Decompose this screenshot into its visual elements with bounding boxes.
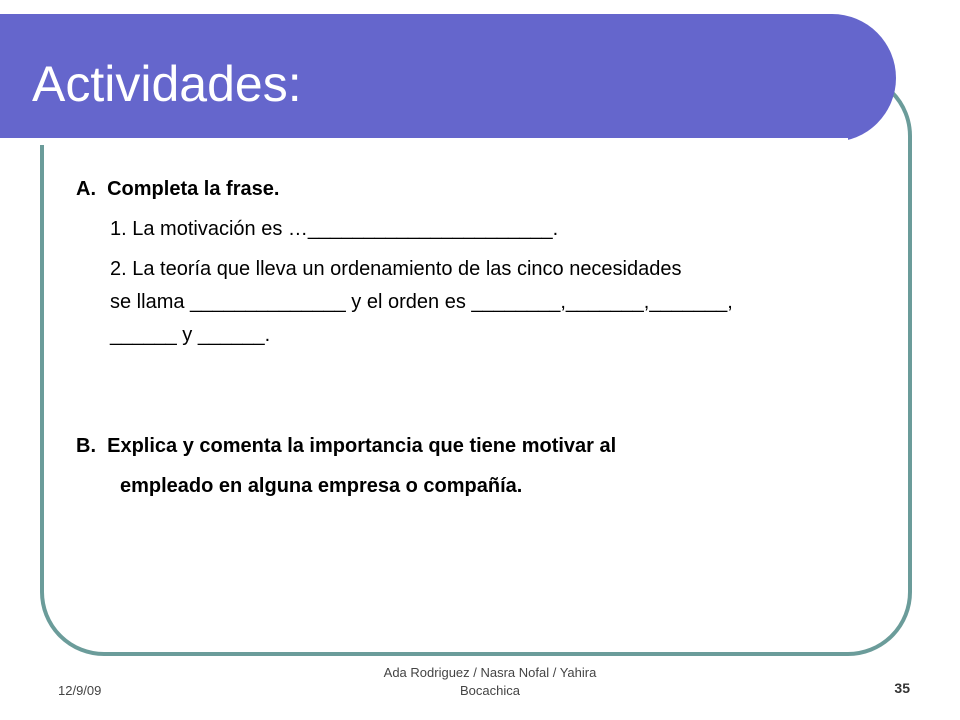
footer-date: 12/9/09 (58, 683, 102, 698)
section-a-item-1: 1. La motivación es …______________________. (110, 218, 559, 240)
footer-authors-line-1: Ada Rodriguez / Nasra Nofal / Yahira (383, 665, 597, 680)
section-b-line-2: empleado en alguna empresa o compañía. (120, 475, 523, 497)
page-number: 35 (894, 680, 910, 696)
footer-authors (340, 664, 640, 700)
section-a-item-2-line-2: se llama ______________ y el orden es ________,_______,_______, (110, 291, 733, 313)
section-a-item-2-line-3: ______ y ______. (110, 324, 271, 346)
footer-authors-line-2: Bocachica (460, 683, 520, 698)
section-b-line-1: B. Explica y comenta la importancia que tiene motivar al (76, 435, 617, 457)
section-a-item-2-line-1: 2. La teoría que lleva un ordenamiento de las cinco necesidades (110, 258, 682, 280)
section-a-heading: A. Completa la frase. (76, 178, 280, 200)
slide-title: Actividades: (32, 56, 302, 112)
